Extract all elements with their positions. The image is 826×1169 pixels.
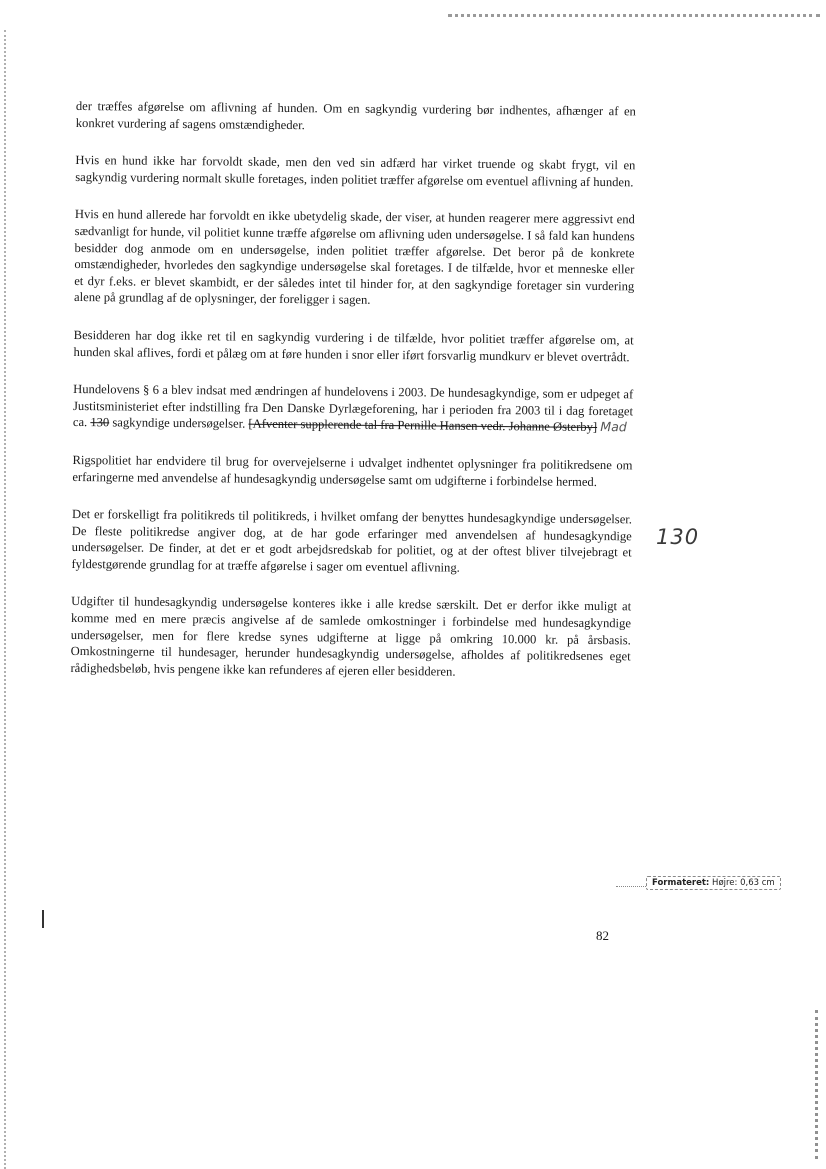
paragraph-5-text-before: Hundelovens § 6 a blev indsat med ændringen af hundelovens i 2003. De hundesagkyndige, som er udpeget af Justitsministeriet efter indstilling fra Den Danske Dyrlægeforening, har i perioden fra 2003 til i dag foretaget ca. — [72, 382, 634, 430]
comment-connector-line — [616, 886, 646, 887]
paragraph-1: der træffes afgørelse om aflivning af hunden. Om en sagkyndig vurdering bør indhentes, afhænger af en konkret vurdering af sagens omstændigheder. — [75, 98, 636, 132]
paragraph-5 — [73, 381, 633, 436]
paragraph-4: Besidderen har dog ikke ret til en sagkyndig vurdering i de tilfælde, hvor politiet træffer afgørelse om, at hunden skal aflives, fordi et pålæg om at føre hunden i snor eller iført forsvarlig mundkurv er blevet overtrådt. — [73, 327, 634, 364]
scan-edge-top — [448, 14, 820, 17]
scan-edge-right — [815, 1010, 818, 1159]
struck-bracket-note: [Afventer supplerende tal fra Pernille Hansen vedr. Johanne Østerby] — [248, 416, 598, 435]
handwritten-note: Mad — [600, 419, 627, 435]
format-comment-text: Højre: 0,63 cm — [712, 878, 775, 888]
format-comment-balloon[interactable] — [646, 876, 781, 890]
paragraph-7: Det er forskelligt fra politikreds til politikreds, i hvilket omfang der benyttes hundesagkyndige undersøgelser. De fleste politikredse angiver dog, at de har gode erfaringer med anvendelsen af hundesagkyndige undersøgelser. De finder, at det er et godt arbejdsredskab for politiet, og at der oftest bliver tilvejebragt et fyldestgørende grundlag for at træffe afgørelse i sager om eventuel aflivning. — [71, 507, 633, 575]
crossed-placeholder: 130 — [90, 415, 110, 430]
paragraph-5-text-after: sagkyndige undersøgelser. — [109, 415, 249, 431]
page-number: 82 — [596, 928, 609, 943]
paragraph-8: Udgifter til hundesagkyndig undersøgelse konteres ikke i alle kredse særskilt. Det er derfor ikke muligt at komme med en mere præcis angivelse af de samlede omkostninger i forbindelse med hundesagkyndige undersøgelser, men for flere kredse synes udgifterne at ligge på omkring 10.000 kr. på årsbasis. Omkostningerne til hundesager, herunder hundesagkyndig undersøgelse, afholdes af politikredsenes eget rådighedsbeløb, hvis pengene ikke kan refunderes af ejeren eller besidderen. — [70, 594, 632, 679]
format-comment-label: Formateret: — [652, 878, 710, 888]
document-body — [70, 98, 636, 703]
paragraph-2: Hvis en hund ikke har forvoldt skade, men den ved sin adfærd har virket truende og skabt frygt, vil en sagkyndig vurdering normalt skulle foretages, inden politiet træffer afgørelse om eventuel aflivning af hunden. — [75, 153, 636, 190]
paragraph-6: Rigspolitiet har endvidere til brug for overvejelserne i udvalget indhentet oplysninger fra politikredsene om erfaringerne med anvendelse af hundesagkyndig undersøgelse samt om udgifterne i forbindelse hermed. — [72, 452, 633, 489]
text-cursor — [42, 910, 44, 928]
paragraph-3: Hvis en hund allerede har forvoldt en ikke ubetydelig skade, der viser, at hunden reagerer mere aggressivt end sædvanligt for hunde, vil politiet kunne træffe afgørelse om aflivning uden undersøgelse. I så fald kan hundens besidder dog anmode om en undersøgelse, inden politiet træffer afgørelse. Det beror på de konkrete omstændigheder, hvorledes den sagkyndige undersøgelse skal foretages. I de tilfælde, hvor et menneske eller et dyr f.eks. er blevet skambidt, er der således intet til hinder for, at den sagkyndige foretager sin vurdering alene på grundlag af de oplysninger, der foreligger i sagen. — [74, 207, 635, 308]
scan-edge-left — [4, 30, 6, 1169]
handwritten-margin-number: 130 — [656, 525, 700, 549]
